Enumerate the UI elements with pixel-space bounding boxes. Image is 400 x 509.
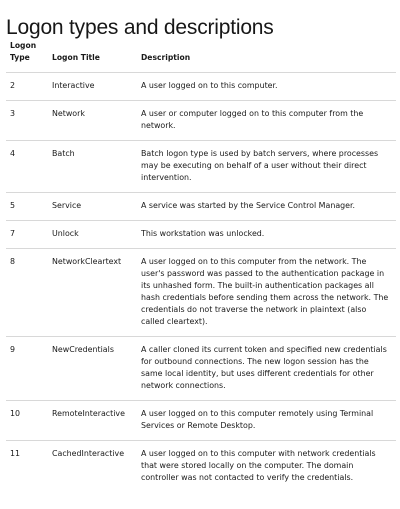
cell-description: A user or computer logged on to this computer from the network. (137, 101, 396, 141)
column-header-logon-title: Logon Title (48, 36, 137, 73)
cell-logon-type: 9 (6, 337, 48, 401)
cell-logon-type: 7 (6, 221, 48, 249)
table-row (6, 337, 396, 401)
table-row (6, 73, 396, 101)
cell-description: A user logged on to this computer with network credentials that were stored locally on the computer. The domain controller was not contacted to verify the credentials. (141, 449, 376, 482)
cell-description: Batch logon type is used by batch servers, where processes may be executing on behalf of a user without their direct intervention. (137, 141, 396, 193)
table-row (6, 441, 396, 493)
cell-logon-type: 3 (6, 101, 48, 141)
table-row (6, 221, 396, 249)
cell-logon-type: 8 (6, 249, 48, 337)
logon-types-table (6, 36, 396, 492)
table-row (6, 193, 396, 221)
cell-logon-type: 10 (6, 401, 48, 441)
table-row (6, 101, 396, 141)
cell-logon-title: Interactive (48, 73, 137, 101)
cell-logon-title: NewCredentials (48, 337, 137, 401)
table-row (6, 249, 396, 337)
page-title: Logon types and descriptions (6, 16, 274, 40)
cell-description: A service was started by the Service Control Manager. (137, 193, 396, 221)
cell-logon-title: Unlock (48, 221, 137, 249)
cell-description: A user logged on to this computer from the network. The user's password was passed to the authentication package in its unhashed form. The built-in authentication packages all hash credentials before sending them across the network. The credentials do not traverse the network in plaintext (also called cleartext). (137, 249, 396, 337)
table-row (6, 401, 396, 441)
cell-logon-title: Network (48, 101, 137, 141)
cell-logon-title: Service (48, 193, 137, 221)
cell-logon-title: CachedInteractive (52, 449, 125, 458)
cell-description: This workstation was unlocked. (137, 221, 396, 249)
cell-description: A user logged on to this computer. (137, 73, 396, 101)
cell-logon-title: RemoteInteractive (48, 401, 137, 441)
table-body (6, 73, 396, 493)
column-header-description: Description (137, 36, 396, 73)
table-row (6, 141, 396, 193)
cell-logon-type: 4 (6, 141, 48, 193)
cell-logon-title: Batch (48, 141, 137, 193)
cell-logon-title: NetworkCleartext (48, 249, 137, 337)
table-header-row (6, 36, 396, 73)
column-header-logon-type: Logon Type (6, 36, 48, 73)
cell-description: A user logged on to this computer remotely using Terminal Services or Remote Desktop. (137, 401, 396, 441)
cell-description: A caller cloned its current token and specified new credentials for outbound connections. The new logon session has the same local identity, but uses different credentials for other network connections. (137, 337, 396, 401)
cell-logon-type: 11 (10, 449, 21, 458)
cell-logon-type: 2 (6, 73, 48, 101)
cell-logon-type: 5 (6, 193, 48, 221)
